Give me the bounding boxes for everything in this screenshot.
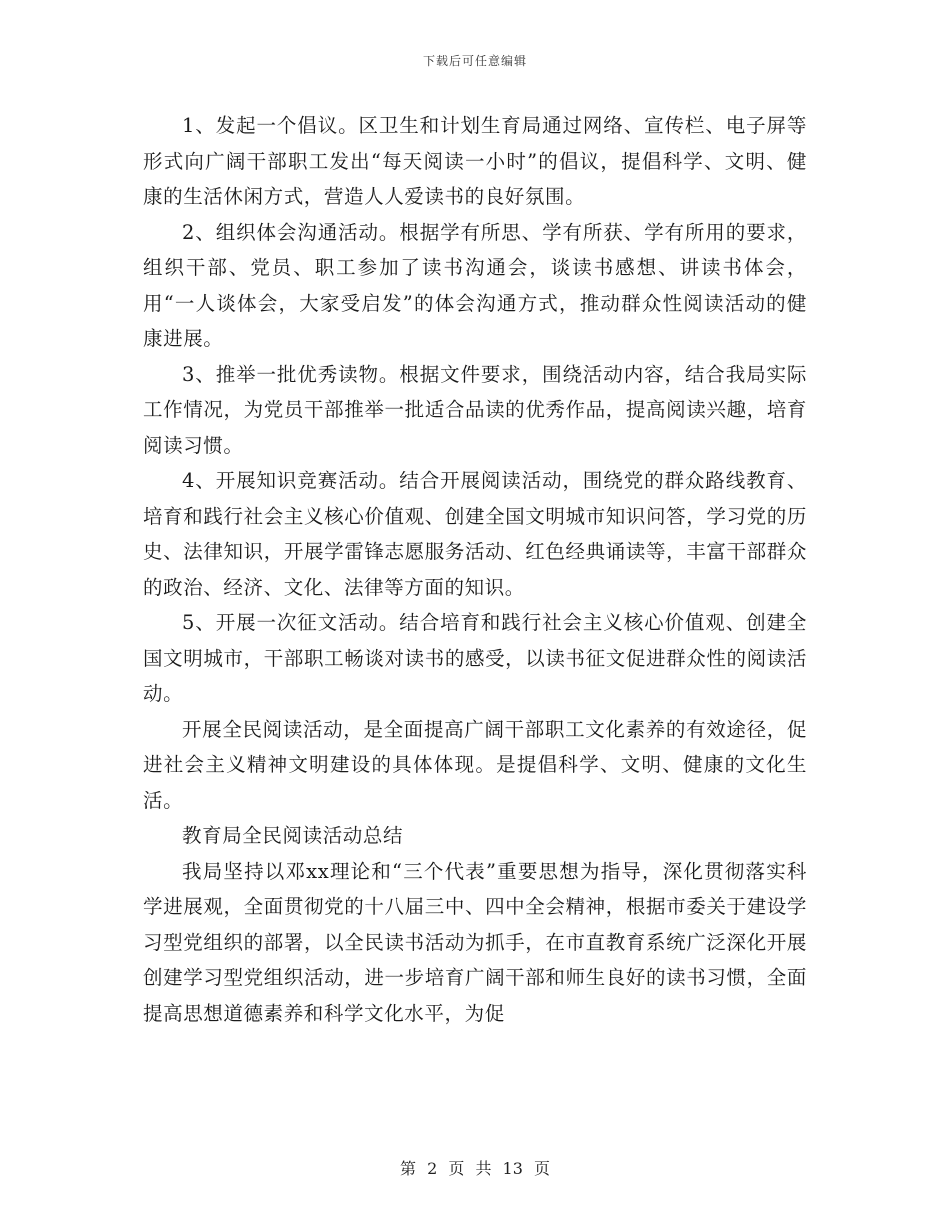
page-number: 第 2 页 共 13 页 bbox=[400, 1159, 550, 1178]
paragraph-conclusion: 开展全民阅读活动，是全面提高广阔干部职工文化素养的有效途径，促进社会主义精神文明建设的具体体现。是提倡科学、文明、健康的文化生活。 bbox=[143, 717, 807, 812]
page-header-note: 下载后可任意编辑 bbox=[422, 54, 527, 68]
paragraph-section-intro: 我局坚持以邓xx理论和“三个代表”重要思想为指导，深化贯彻落实科学进展观，全面贯彻党的十八届三中、四中全会精神，根据市委关于建设学习型党组织的部署，以全民读书活动为抓手，在市直教育系统广泛深化开展创建学习型党组织活动，进一步培育广阔干部和师生良好的读书习惯，全面提高思想道德素养和科学文化水平，为促 bbox=[143, 859, 807, 1025]
paragraph-recommend-readings: 3、推举一批优秀读物。根据文件要求，围绕活动内容，结合我局实际工作情况，为党员干部推举一批适合品读的优秀作品，提高阅读兴趣，培育阅读习惯。 bbox=[143, 362, 807, 457]
section-title: 教育局全民阅读活动总结 bbox=[182, 824, 404, 847]
paragraph-exchange-activity: 2、组织体会沟通活动。根据学有所思、学有所获、学有所用的要求，组织干部、党员、职工参加了读书沟通会，谈读书感想、讲读书体会，用“一人谈体会，大家受启发”的体会沟通方式，推动群众性阅读活动的健康进展。 bbox=[143, 220, 807, 350]
document-body bbox=[143, 108, 807, 1031]
paragraph-knowledge-contest: 4、开展知识竞赛活动。结合开展阅读活动，围绕党的群众路线教育、培育和践行社会主义核心价值观、创建全国文明城市知识问答，学习党的历史、法律知识，开展学雷锋志愿服务活动、红色经典诵读等，丰富干部群众的政治、经济、文化、法律等方面的知识。 bbox=[143, 469, 807, 599]
paragraph-essay-activity: 5、开展一次征文活动。结合培育和践行社会主义核心价值观、创建全国文明城市，干部职工畅谈对读书的感受，以读书征文促进群众性的阅读活动。 bbox=[143, 611, 807, 705]
paragraph-initiative: 1、发起一个倡议。区卫生和计划生育局通过网络、宣传栏、电子屏等形式向广阔干部职工发出“每天阅读一小时”的倡议，提倡科学、文明、健康的生活休闲方式，营造人人爱读书的良好氛围。 bbox=[143, 114, 807, 208]
